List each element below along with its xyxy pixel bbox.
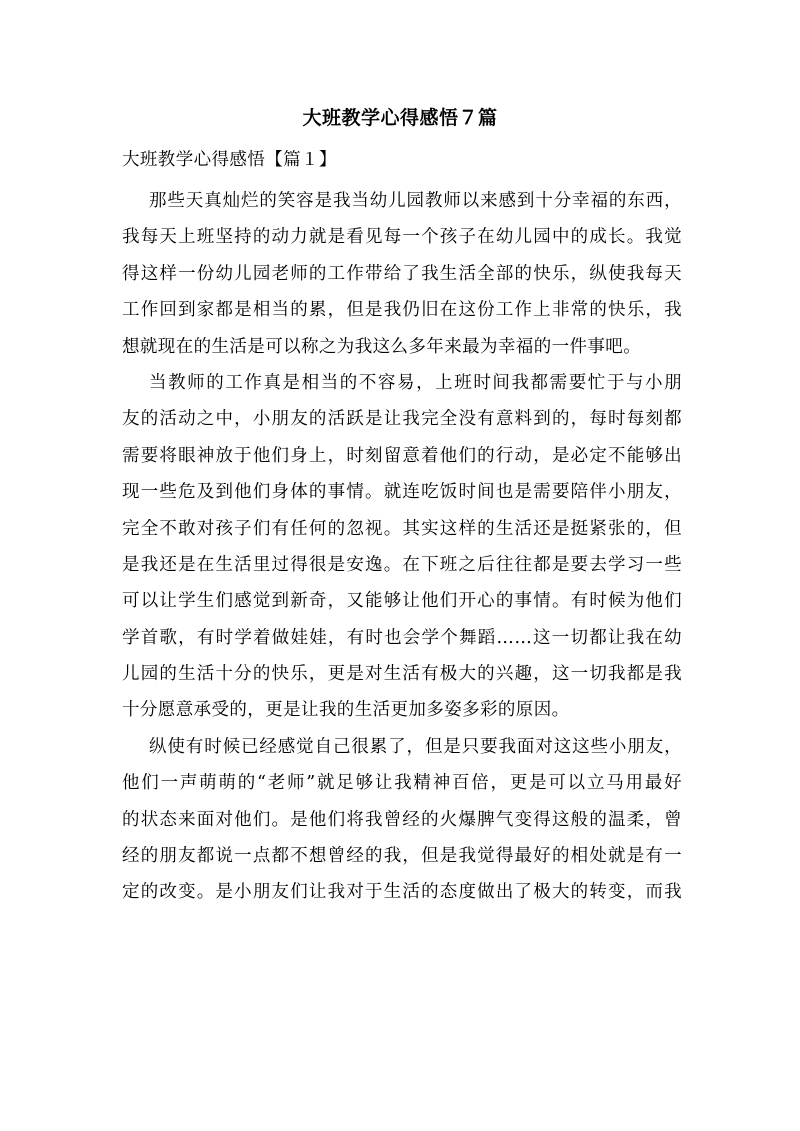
text-line: 现一些危及到他们身体的事情。就连吃饭时间也是需要陪伴小朋友， (122, 482, 682, 503)
text-line: 可以让学生们感觉到新奇，又能够让他们开心的事情。有时候为他们 (122, 591, 682, 612)
text-line: 定的改变。是小朋友们让我对于生活的态度做出了极大的转变，而我 (122, 882, 682, 903)
text-line: 十分愿意承受的，更是让我的生活更加多姿多彩的原因。 (122, 700, 570, 721)
text-line: 学首歌，有时学着做娃娃，有时也会学个舞蹈……这一切都让我在幼 (122, 627, 682, 648)
text-line: 他们一声萌萌的“老师”就足够让我精神百倍，更是可以立马用最好 (122, 773, 682, 794)
text-line: 那些天真灿烂的笑容是我当幼儿园教师以来感到十分幸福的东西， (149, 191, 682, 211)
text-line: 儿园的生活十分的快乐，更是对生活有极大的兴趣，这一切我都是我 (122, 664, 682, 685)
text-line: 是我还是在生活里过得很是安逸。在下班之后往往都是要去学习一些 (122, 554, 682, 575)
text-line: 想就现在的生活是可以称之为我这么多年来最为幸福的一件事吧。 (122, 336, 642, 357)
text-line: 纵使有时候已经感觉自己很累了，但是只要我面对这这些小朋友， (149, 736, 682, 757)
text-line: 经的朋友都说一点都不想曾经的我，但是我觉得最好的相处就是有一 (122, 846, 682, 867)
text-line: 完全不敢对孩子们有任何的忽视。其实这样的生活还是挺紧张的，但 (122, 518, 682, 539)
paragraph-3 (122, 729, 682, 911)
paragraph-2 (122, 365, 682, 729)
text-line: 当教师的工作真是相当的不容易，上班时间我都需要忙于与小朋 (149, 372, 682, 393)
document-title: 大班教学心得感悟７篇 (302, 107, 498, 129)
text-line: 工作回到家都是相当的累，但是我仍旧在这份工作上非常的快乐，我 (122, 300, 682, 321)
text-line: 得这样一份幼儿园老师的工作带给了我生活全部的快乐，纵使我每天 (122, 263, 682, 284)
text-line: 友的活动之中，小朋友的活跃是让我完全没有意料到的，每时每刻都 (122, 409, 682, 430)
text-line: 的状态来面对他们。是他们将我曾经的火爆脾气变得这般的温柔，曾 (122, 809, 682, 830)
section-heading: 大班教学心得感悟【篇１】 (122, 150, 337, 170)
paragraph-1 (122, 183, 682, 365)
document-body (122, 183, 682, 911)
text-line: 需要将眼神放于他们身上，时刻留意着他们的行动，是必定不能够出 (122, 445, 682, 466)
text-line: 我每天上班坚持的动力就是看见每一个孩子在幼儿园中的成长。我觉 (122, 227, 682, 248)
